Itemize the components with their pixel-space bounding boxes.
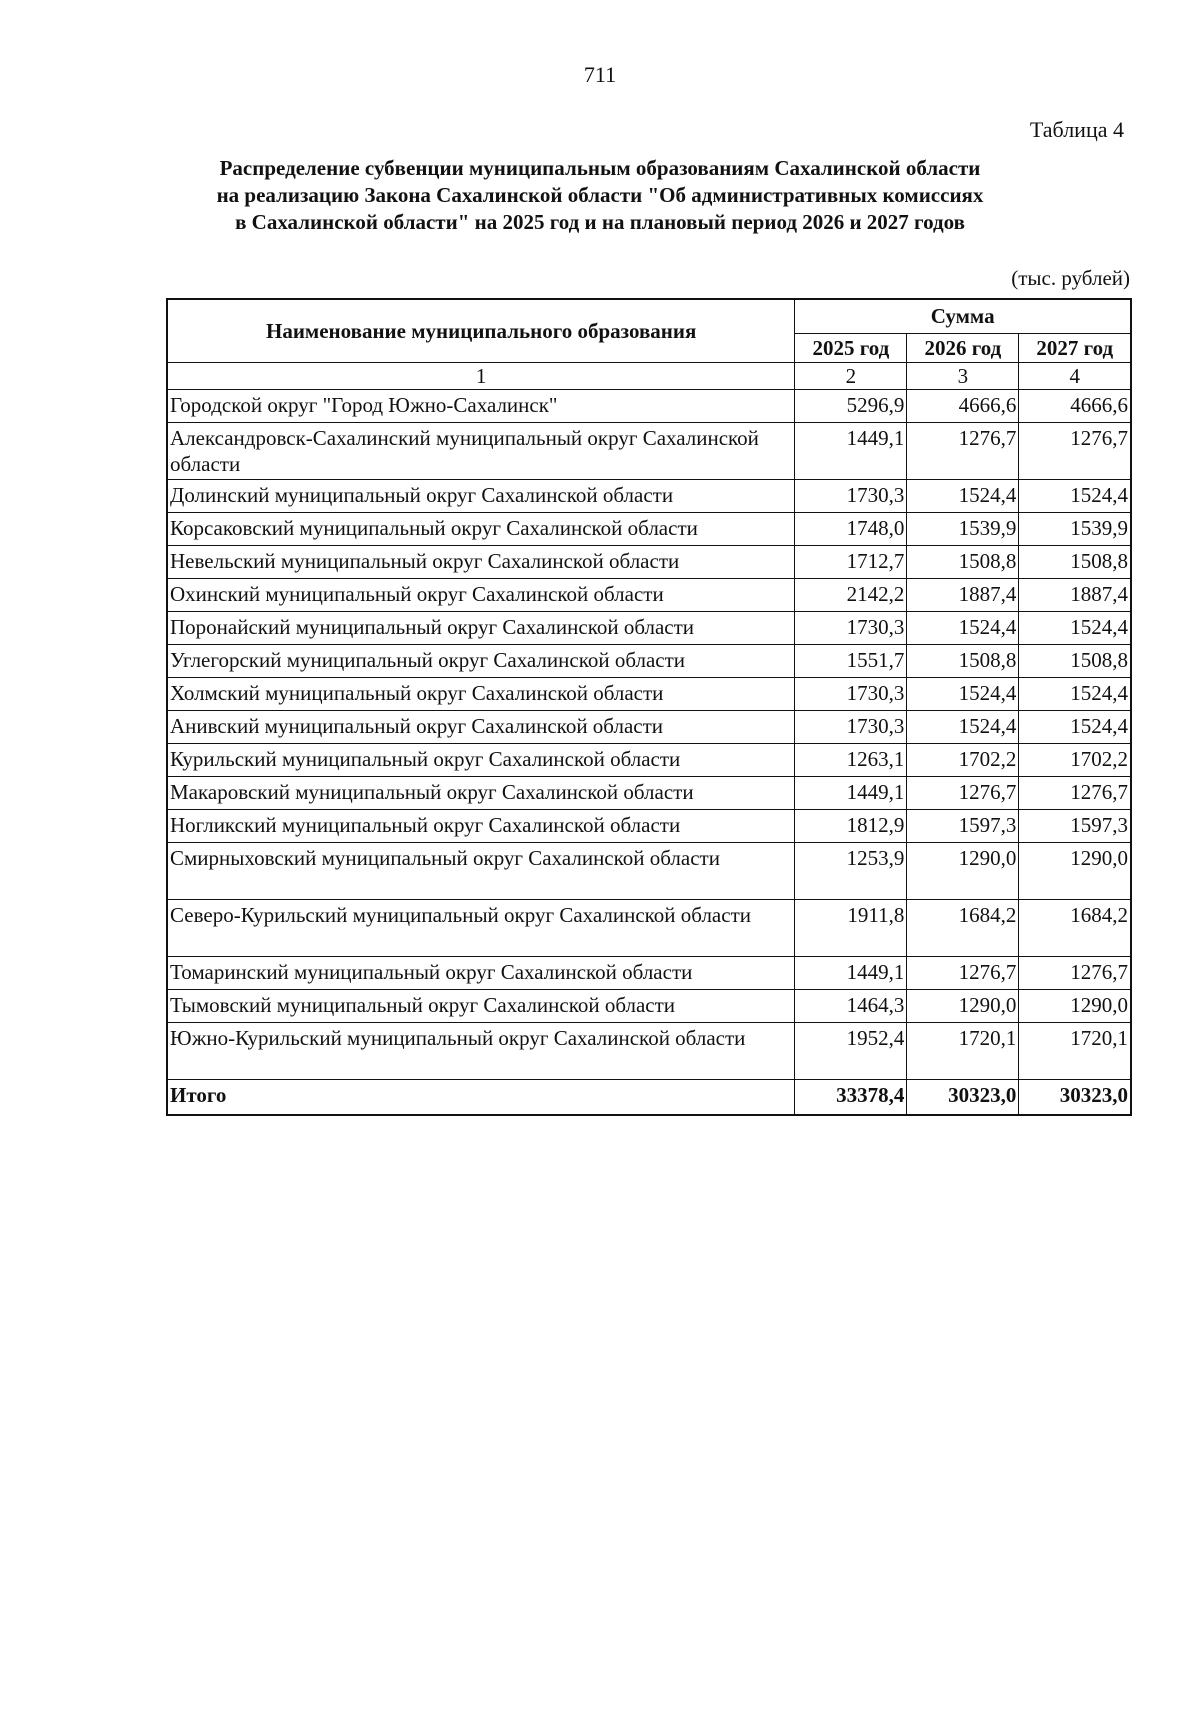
municipality-name: Невельский муниципальный округ Сахалинской области bbox=[167, 545, 795, 578]
value-2027: 1276,7 bbox=[1019, 776, 1131, 809]
title-line: Распределение субвенции муниципальным образованиям Сахалинской области bbox=[219, 156, 981, 180]
value-2025: 1263,1 bbox=[795, 743, 907, 776]
value-2027: 1702,2 bbox=[1019, 743, 1131, 776]
municipality-name: Тымовский муниципальный округ Сахалинской области bbox=[167, 989, 795, 1022]
units-note: (тыс. рублей) bbox=[1011, 266, 1130, 290]
municipality-name: Курильский муниципальный округ Сахалинской области bbox=[167, 743, 795, 776]
table-row bbox=[167, 989, 1131, 1022]
value-2027: 1290,0 bbox=[1019, 842, 1131, 899]
total-2025: 33378,4 bbox=[795, 1079, 907, 1115]
value-2026: 1508,8 bbox=[907, 545, 1019, 578]
value-2027: 1720,1 bbox=[1019, 1022, 1131, 1079]
municipality-name: Охинский муниципальный округ Сахалинской области bbox=[167, 578, 795, 611]
value-2026: 1276,7 bbox=[907, 422, 1019, 479]
municipality-name: Корсаковский муниципальный округ Сахалинской области bbox=[167, 512, 795, 545]
municipality-name: Холмский муниципальный округ Сахалинской области bbox=[167, 677, 795, 710]
municipality-name: Поронайский муниципальный округ Сахалинской области bbox=[167, 611, 795, 644]
value-2025: 1952,4 bbox=[795, 1022, 907, 1079]
table-row bbox=[167, 545, 1131, 578]
value-2026: 1508,8 bbox=[907, 644, 1019, 677]
value-2026: 1702,2 bbox=[907, 743, 1019, 776]
table-row bbox=[167, 1022, 1131, 1079]
value-2027: 1276,7 bbox=[1019, 956, 1131, 989]
value-2027: 1508,8 bbox=[1019, 644, 1131, 677]
total-row bbox=[167, 1079, 1131, 1115]
value-2027: 1684,2 bbox=[1019, 899, 1131, 956]
municipality-name: Долинский муниципальный округ Сахалинской области bbox=[167, 479, 795, 512]
column-number: 3 bbox=[907, 362, 1019, 389]
table-row bbox=[167, 677, 1131, 710]
total-2027: 30323,0 bbox=[1019, 1079, 1131, 1115]
value-2025: 1748,0 bbox=[795, 512, 907, 545]
value-2027: 1524,4 bbox=[1019, 677, 1131, 710]
table-row bbox=[167, 899, 1131, 956]
value-2025: 1730,3 bbox=[795, 710, 907, 743]
value-2025: 1449,1 bbox=[795, 776, 907, 809]
value-2027: 1887,4 bbox=[1019, 578, 1131, 611]
value-2025: 1551,7 bbox=[795, 644, 907, 677]
value-2027: 1276,7 bbox=[1019, 422, 1131, 479]
header-name: Наименование муниципального образования bbox=[167, 299, 795, 362]
value-2026: 1887,4 bbox=[907, 578, 1019, 611]
municipality-name: Городской округ "Город Южно-Сахалинск" bbox=[167, 389, 795, 422]
table-row bbox=[167, 776, 1131, 809]
title-line: в Сахалинской области" на 2025 год и на плановый период 2026 и 2027 годов bbox=[235, 210, 965, 234]
table-row bbox=[167, 956, 1131, 989]
value-2026: 1524,4 bbox=[907, 611, 1019, 644]
value-2025: 1730,3 bbox=[795, 677, 907, 710]
table-row bbox=[167, 611, 1131, 644]
municipality-name: Анивский муниципальный округ Сахалинской области bbox=[167, 710, 795, 743]
municipality-name: Томаринский муниципальный округ Сахалинской области bbox=[167, 956, 795, 989]
table-row bbox=[167, 809, 1131, 842]
value-2025: 1253,9 bbox=[795, 842, 907, 899]
value-2025: 1712,7 bbox=[795, 545, 907, 578]
table-caption: Таблица 4 bbox=[1029, 117, 1124, 142]
municipality-name: Углегорский муниципальный округ Сахалинской области bbox=[167, 644, 795, 677]
value-2027: 1597,3 bbox=[1019, 809, 1131, 842]
table-body bbox=[167, 389, 1131, 1115]
header-year-2025: 2025 год bbox=[795, 333, 907, 362]
municipality-name: Смирныховский муниципальный округ Сахалинской области bbox=[167, 842, 795, 899]
document-title bbox=[130, 155, 1070, 236]
value-2025: 1449,1 bbox=[795, 956, 907, 989]
subvention-table bbox=[166, 298, 1132, 1116]
column-number: 1 bbox=[167, 362, 795, 389]
value-2027: 1539,9 bbox=[1019, 512, 1131, 545]
value-2026: 4666,6 bbox=[907, 389, 1019, 422]
column-number: 4 bbox=[1019, 362, 1131, 389]
total-2026: 30323,0 bbox=[907, 1079, 1019, 1115]
value-2026: 1720,1 bbox=[907, 1022, 1019, 1079]
value-2026: 1276,7 bbox=[907, 956, 1019, 989]
municipality-name: Южно-Курильский муниципальный округ Сахалинской области bbox=[167, 1022, 795, 1079]
table-row bbox=[167, 842, 1131, 899]
value-2026: 1290,0 bbox=[907, 989, 1019, 1022]
value-2026: 1276,7 bbox=[907, 776, 1019, 809]
header-year-2026: 2026 год bbox=[907, 333, 1019, 362]
value-2026: 1524,4 bbox=[907, 677, 1019, 710]
total-label: Итого bbox=[167, 1079, 795, 1115]
header-year-2027: 2027 год bbox=[1019, 333, 1131, 362]
table-row bbox=[167, 743, 1131, 776]
value-2027: 1524,4 bbox=[1019, 710, 1131, 743]
page-number: 711 bbox=[583, 62, 617, 87]
value-2026: 1597,3 bbox=[907, 809, 1019, 842]
value-2025: 1911,8 bbox=[795, 899, 907, 956]
value-2027: 4666,6 bbox=[1019, 389, 1131, 422]
value-2026: 1290,0 bbox=[907, 842, 1019, 899]
value-2027: 1508,8 bbox=[1019, 545, 1131, 578]
value-2026: 1524,4 bbox=[907, 479, 1019, 512]
municipality-name: Александровск-Сахалинский муниципальный округ Сахалинской области bbox=[167, 422, 795, 479]
municipality-name: Макаровский муниципальный округ Сахалинской области bbox=[167, 776, 795, 809]
municipality-name: Ногликский муниципальный округ Сахалинской области bbox=[167, 809, 795, 842]
value-2025: 1812,9 bbox=[795, 809, 907, 842]
table-row bbox=[167, 710, 1131, 743]
value-2027: 1524,4 bbox=[1019, 611, 1131, 644]
column-number: 2 bbox=[795, 362, 907, 389]
value-2025: 1464,3 bbox=[795, 989, 907, 1022]
header-sum: Сумма bbox=[795, 299, 1131, 333]
value-2025: 5296,9 bbox=[795, 389, 907, 422]
value-2026: 1684,2 bbox=[907, 899, 1019, 956]
table-row bbox=[167, 578, 1131, 611]
value-2026: 1524,4 bbox=[907, 710, 1019, 743]
table-row bbox=[167, 479, 1131, 512]
title-line: на реализацию Закона Сахалинской области "Об административных комиссиях bbox=[216, 183, 984, 207]
value-2027: 1290,0 bbox=[1019, 989, 1131, 1022]
table-row bbox=[167, 644, 1131, 677]
value-2027: 1524,4 bbox=[1019, 479, 1131, 512]
value-2025: 1449,1 bbox=[795, 422, 907, 479]
value-2025: 2142,2 bbox=[795, 578, 907, 611]
table-row bbox=[167, 389, 1131, 422]
municipality-name: Северо-Курильский муниципальный округ Сахалинской области bbox=[167, 899, 795, 956]
value-2025: 1730,3 bbox=[795, 479, 907, 512]
table-row bbox=[167, 512, 1131, 545]
table-row bbox=[167, 422, 1131, 479]
value-2025: 1730,3 bbox=[795, 611, 907, 644]
value-2026: 1539,9 bbox=[907, 512, 1019, 545]
